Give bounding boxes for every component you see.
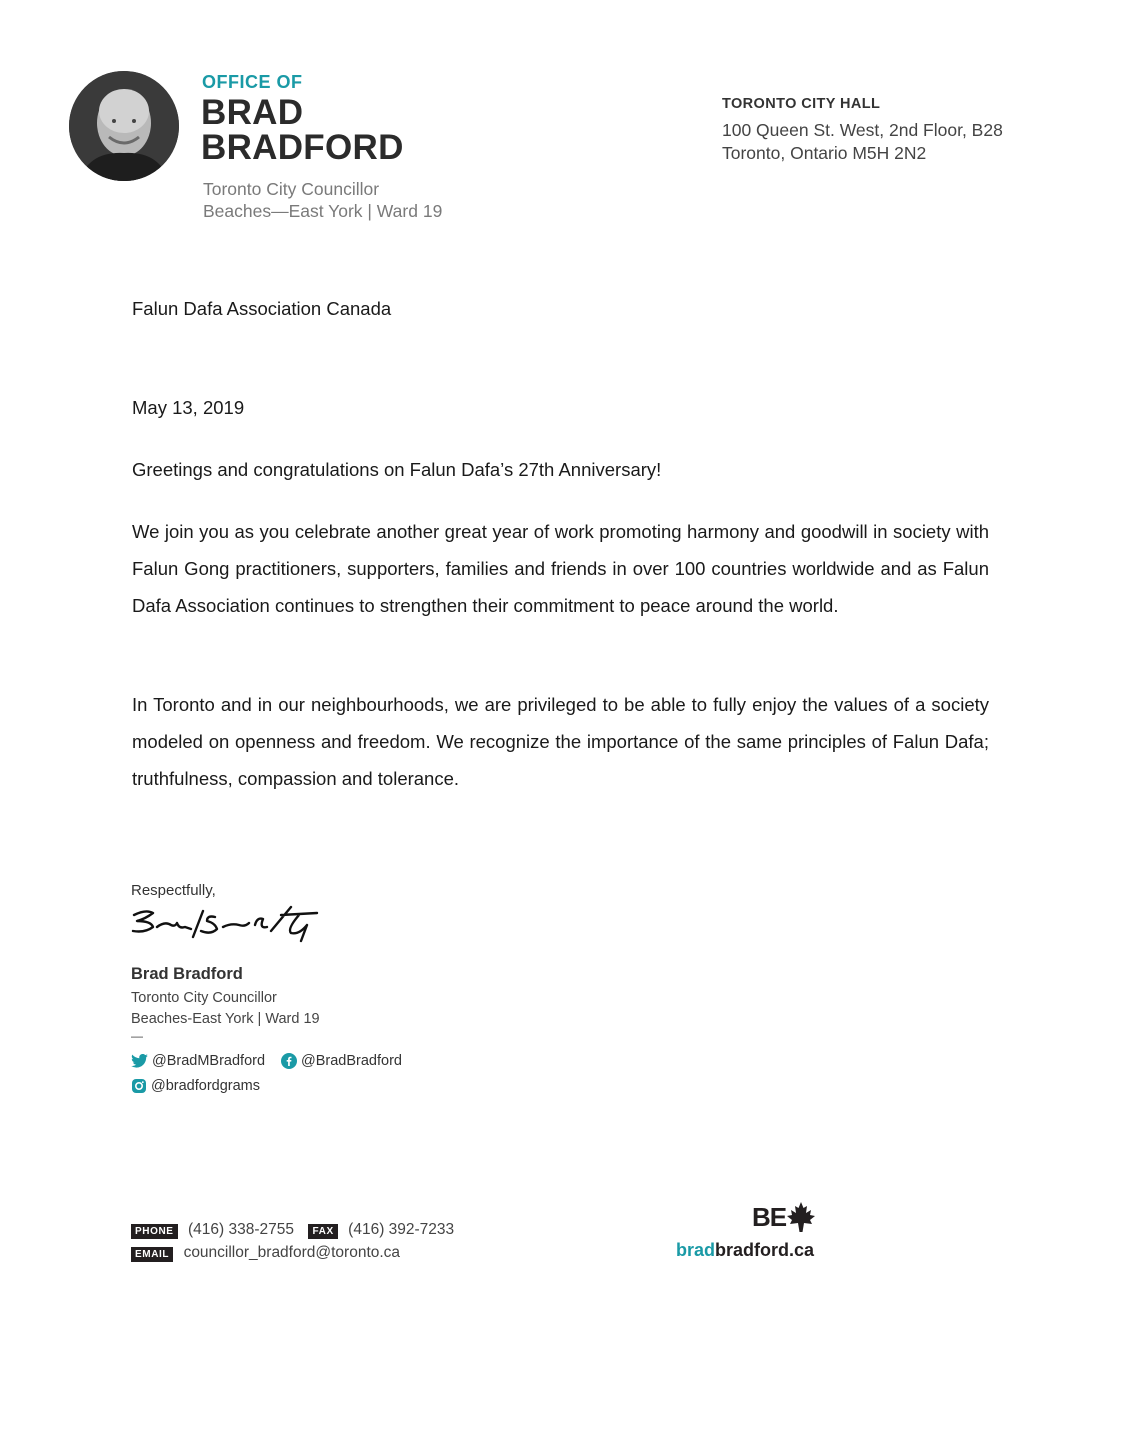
- signature-dash: —: [131, 1029, 143, 1043]
- recipient: Falun Dafa Association Canada: [132, 298, 392, 319]
- paragraph-2: In Toronto and in our neighbourhoods, we are privileged to be able to fully enjoy the values of a society modeled on openness and freedom. We recognize the importance of the same principles of Falun Dafa; truthfulness, compassion and tolerance.: [132, 694, 989, 789]
- website-url-part2: bradford.ca: [715, 1240, 815, 1260]
- brand-logo: [752, 1202, 815, 1239]
- website-url-part1: brad: [676, 1240, 716, 1260]
- twitter-handle-text: @BradMBradford: [152, 1053, 266, 1069]
- brand-logo-text: BE: [752, 1202, 787, 1232]
- fax-label: FAX: [308, 1224, 337, 1239]
- address-line-1: 100 Queen St. West, 2nd Floor, B28: [722, 120, 1003, 140]
- letter-date: May 13, 2019: [132, 397, 245, 418]
- address-line-2: Toronto, Ontario M5H 2N2: [722, 143, 927, 163]
- twitter-icon: [131, 1054, 148, 1068]
- instagram-handle-text: @bradfordgrams: [151, 1078, 261, 1094]
- councillor-photo: [69, 71, 179, 181]
- signatory-name: Brad Bradford: [131, 965, 243, 983]
- greeting: Greetings and congratulations on Falun Dafa’s 27th Anniversary!: [132, 459, 662, 480]
- role-title: Toronto City Councillor: [203, 179, 380, 199]
- email-row: [131, 1244, 400, 1262]
- maple-leaf-icon: [787, 1202, 815, 1239]
- councillor-name-first: BRAD: [201, 93, 304, 132]
- handwritten-signature: [131, 903, 323, 948]
- councillor-role: [203, 178, 442, 222]
- phone-label: PHONE: [131, 1224, 178, 1239]
- facebook-handle[interactable]: [281, 1053, 402, 1069]
- email-label: EMAIL: [131, 1247, 173, 1262]
- councillor-name-last: BRADFORD: [201, 128, 404, 167]
- twitter-handle[interactable]: [131, 1053, 265, 1069]
- signatory-ward: Beaches-East York | Ward 19: [131, 1011, 320, 1027]
- email-address[interactable]: councillor_bradford@toronto.ca: [183, 1244, 401, 1261]
- role-ward: Beaches—East York | Ward 19: [203, 201, 443, 221]
- instagram-icon: [131, 1078, 147, 1094]
- website-link[interactable]: [676, 1240, 814, 1261]
- city-hall-label: TORONTO CITY HALL: [722, 96, 881, 112]
- instagram-handle[interactable]: [131, 1078, 260, 1094]
- phone-row: [131, 1221, 454, 1239]
- facebook-icon: [281, 1053, 297, 1069]
- closing: Respectfully,: [131, 882, 216, 899]
- signatory-title: Toronto City Councillor: [131, 990, 277, 1006]
- city-hall-address: [722, 119, 1003, 165]
- office-of-label: OFFICE OF: [202, 72, 303, 92]
- fax-number: (416) 392-7233: [348, 1221, 455, 1238]
- facebook-handle-text: @BradBradford: [301, 1053, 402, 1069]
- paragraph-1: We join you as you celebrate another great year of work promoting harmony and goodwill in society with Falun Gong practitioners, supporters, families and friends in over 100 countries worldwide and as Falun Dafa Association continues to strengthen their commitment to peace around the world.: [132, 521, 989, 616]
- phone-number[interactable]: (416) 338-2755: [188, 1221, 295, 1238]
